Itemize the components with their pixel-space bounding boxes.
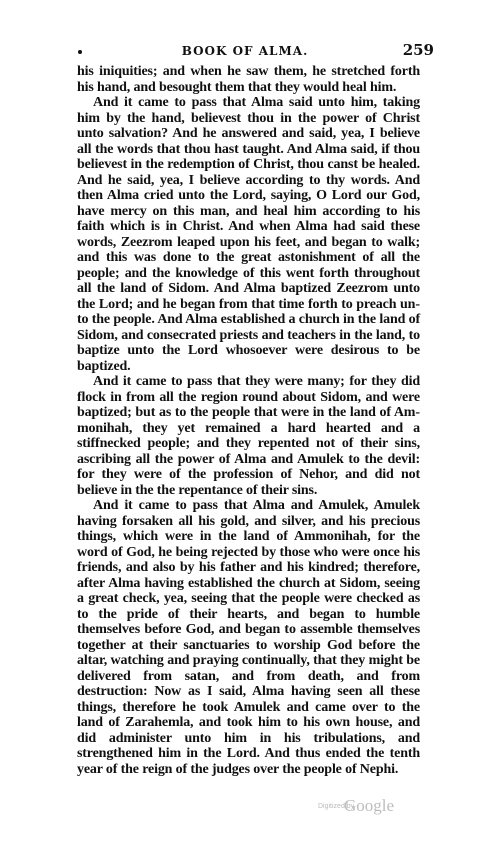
paragraph-4: And it came to pass that Alma and Amulek, Amulek having forsaken all his gold, and silver, and his precious things, which were in the land of Ammonihah, for the word of God, he being rejected by those who were once his friends, and also by his father and his kindred; therefore, after Alma having established the church at Sidom, seeing a great check, yea, seeing that the people were checked as to the pride of their hearts, and began to humble themselves before God, and began to assemble themselves together at their sanctuaries to worship God before the altar, watching and praying continually, that they might be delivered from satan, and from death, and from destruction: Now as I said, Alma having seen all these things, therefore he took Amulek and came over to the land of Zarahemla, and took him to his own house, and did administer unto him in his tribulations, and strengthened him in the Lord. And thus ended the tenth year of the reign of the judges over the people of Nephi. [77, 498, 420, 777]
body-text [77, 64, 420, 777]
running-title: BOOK OF ALMA. [181, 44, 309, 58]
paragraph-3: And it came to pass that they were many; for they did flock in from all the region round about Sidom, and were baptized; but as to the people that were in the land of Ammonihah, they yet remained a hard hearted and a stiffnecked people; and they repented not of their sins, ascribing all the power of Alma and Amulek to the devil: for they were of the profession of Nehor, and did not believe in the the repentance of their sins. [77, 374, 420, 498]
paragraph-1: his iniquities; and when he saw them, he stretched forth his hand, and besought them that they would heal him. [77, 64, 420, 95]
google-logo: Google [344, 796, 395, 815]
digitized-by-text: Digitized by [318, 803, 355, 810]
page-number: 259 [402, 41, 434, 59]
paragraph-2: And it came to pass that Alma said unto him, taking him by the hand, believest thou in the power of Christ unto salvation? And he answered and said, yea, I believe all the words that thou hast taught. And Alma said, if thou believest in the redemption of Christ, thou canst be healed. And he said, yea, I believe according to thy words. And then Alma cried unto the Lord, saying, O Lord our God, have mercy on this man, and heal him according to his faith which is in Christ. And when Alma had said these words, Zeezrom leaped upon his feet, and began to walk; and this was done to the great astonishment of all the people; and the knowledge of this went forth throughout all the land of Sidom. And Alma baptized Zeezrom unto the Lord; and he began from that time forth to preach unto the people. And Alma established a church in the land of Sidom, and consecrated priests and teachers in the land, to baptize unto the Lord whosoever were desirous to be baptized. [77, 95, 420, 374]
